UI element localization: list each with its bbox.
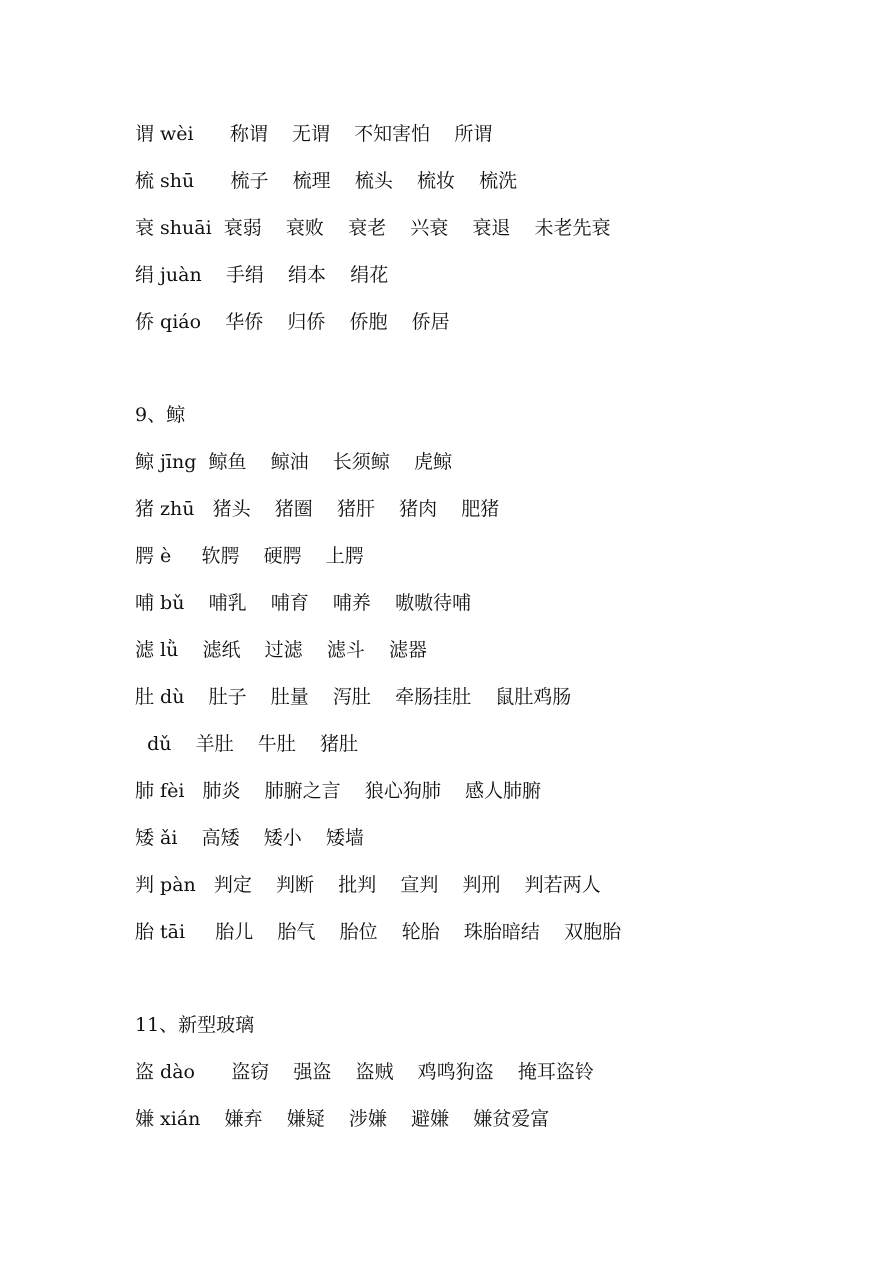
vocab-line-du4: 肚 dù 肚子 肚量 泻肚 牵肠挂肚 鼠肚鸡肠 [135,686,572,708]
vocab-line-wei: 谓 wèi 称谓 无谓 不知害怕 所谓 [135,123,493,145]
vocab-line-dao: 盗 dào 盗窃 强盗 盗贼 鸡鸣狗盗 掩耳盗铃 [135,1061,594,1083]
vocab-line-fei: 肺 fèi 肺炎 肺腑之言 狼心狗肺 感人肺腑 [135,780,541,802]
lesson-heading-9: 9、鲸 [135,404,186,426]
vocab-line-shu: 梳 shū 梳子 梳理 梳头 梳妆 梳洗 [135,170,518,192]
vocab-line-qiao: 侨 qiáo 华侨 归侨 侨胞 侨居 [135,311,450,333]
vocab-line-shuai: 衰 shuāi 衰弱 衰败 衰老 兴衰 衰退 未老先衰 [135,217,611,239]
vocab-line-tai: 胎 tāi 胎儿 胎气 胎位 轮胎 珠胎暗结 双胞胎 [135,921,622,943]
lesson-heading-11: 11、新型玻璃 [135,1014,255,1036]
vocab-line-lv: 滤 lǜ 滤纸 过滤 滤斗 滤器 [135,639,427,661]
vocab-line-jing: 鲸 jīng 鲸鱼 鲸油 长须鲸 虎鲸 [135,451,452,473]
vocab-line-xian: 嫌 xián 嫌弃 嫌疑 涉嫌 避嫌 嫌贫爱富 [135,1108,550,1130]
vocab-line-du3: dǔ 羊肚 牛肚 猪肚 [135,733,358,755]
vocab-line-pan: 判 pàn 判定 判断 批判 宣判 判刑 判若两人 [135,874,601,896]
vocab-line-bu: 哺 bǔ 哺乳 哺育 哺养 嗷嗷待哺 [135,592,472,614]
vocab-line-e: 腭 è 软腭 硬腭 上腭 [135,545,364,567]
vocab-line-juan: 绢 juàn 手绢 绢本 绢花 [135,264,389,286]
vocab-line-zhu: 猪 zhū 猪头 猪圈 猪肝 猪肉 肥猪 [135,498,500,520]
vocab-line-ai: 矮 ǎi 高矮 矮小 矮墙 [135,827,364,849]
